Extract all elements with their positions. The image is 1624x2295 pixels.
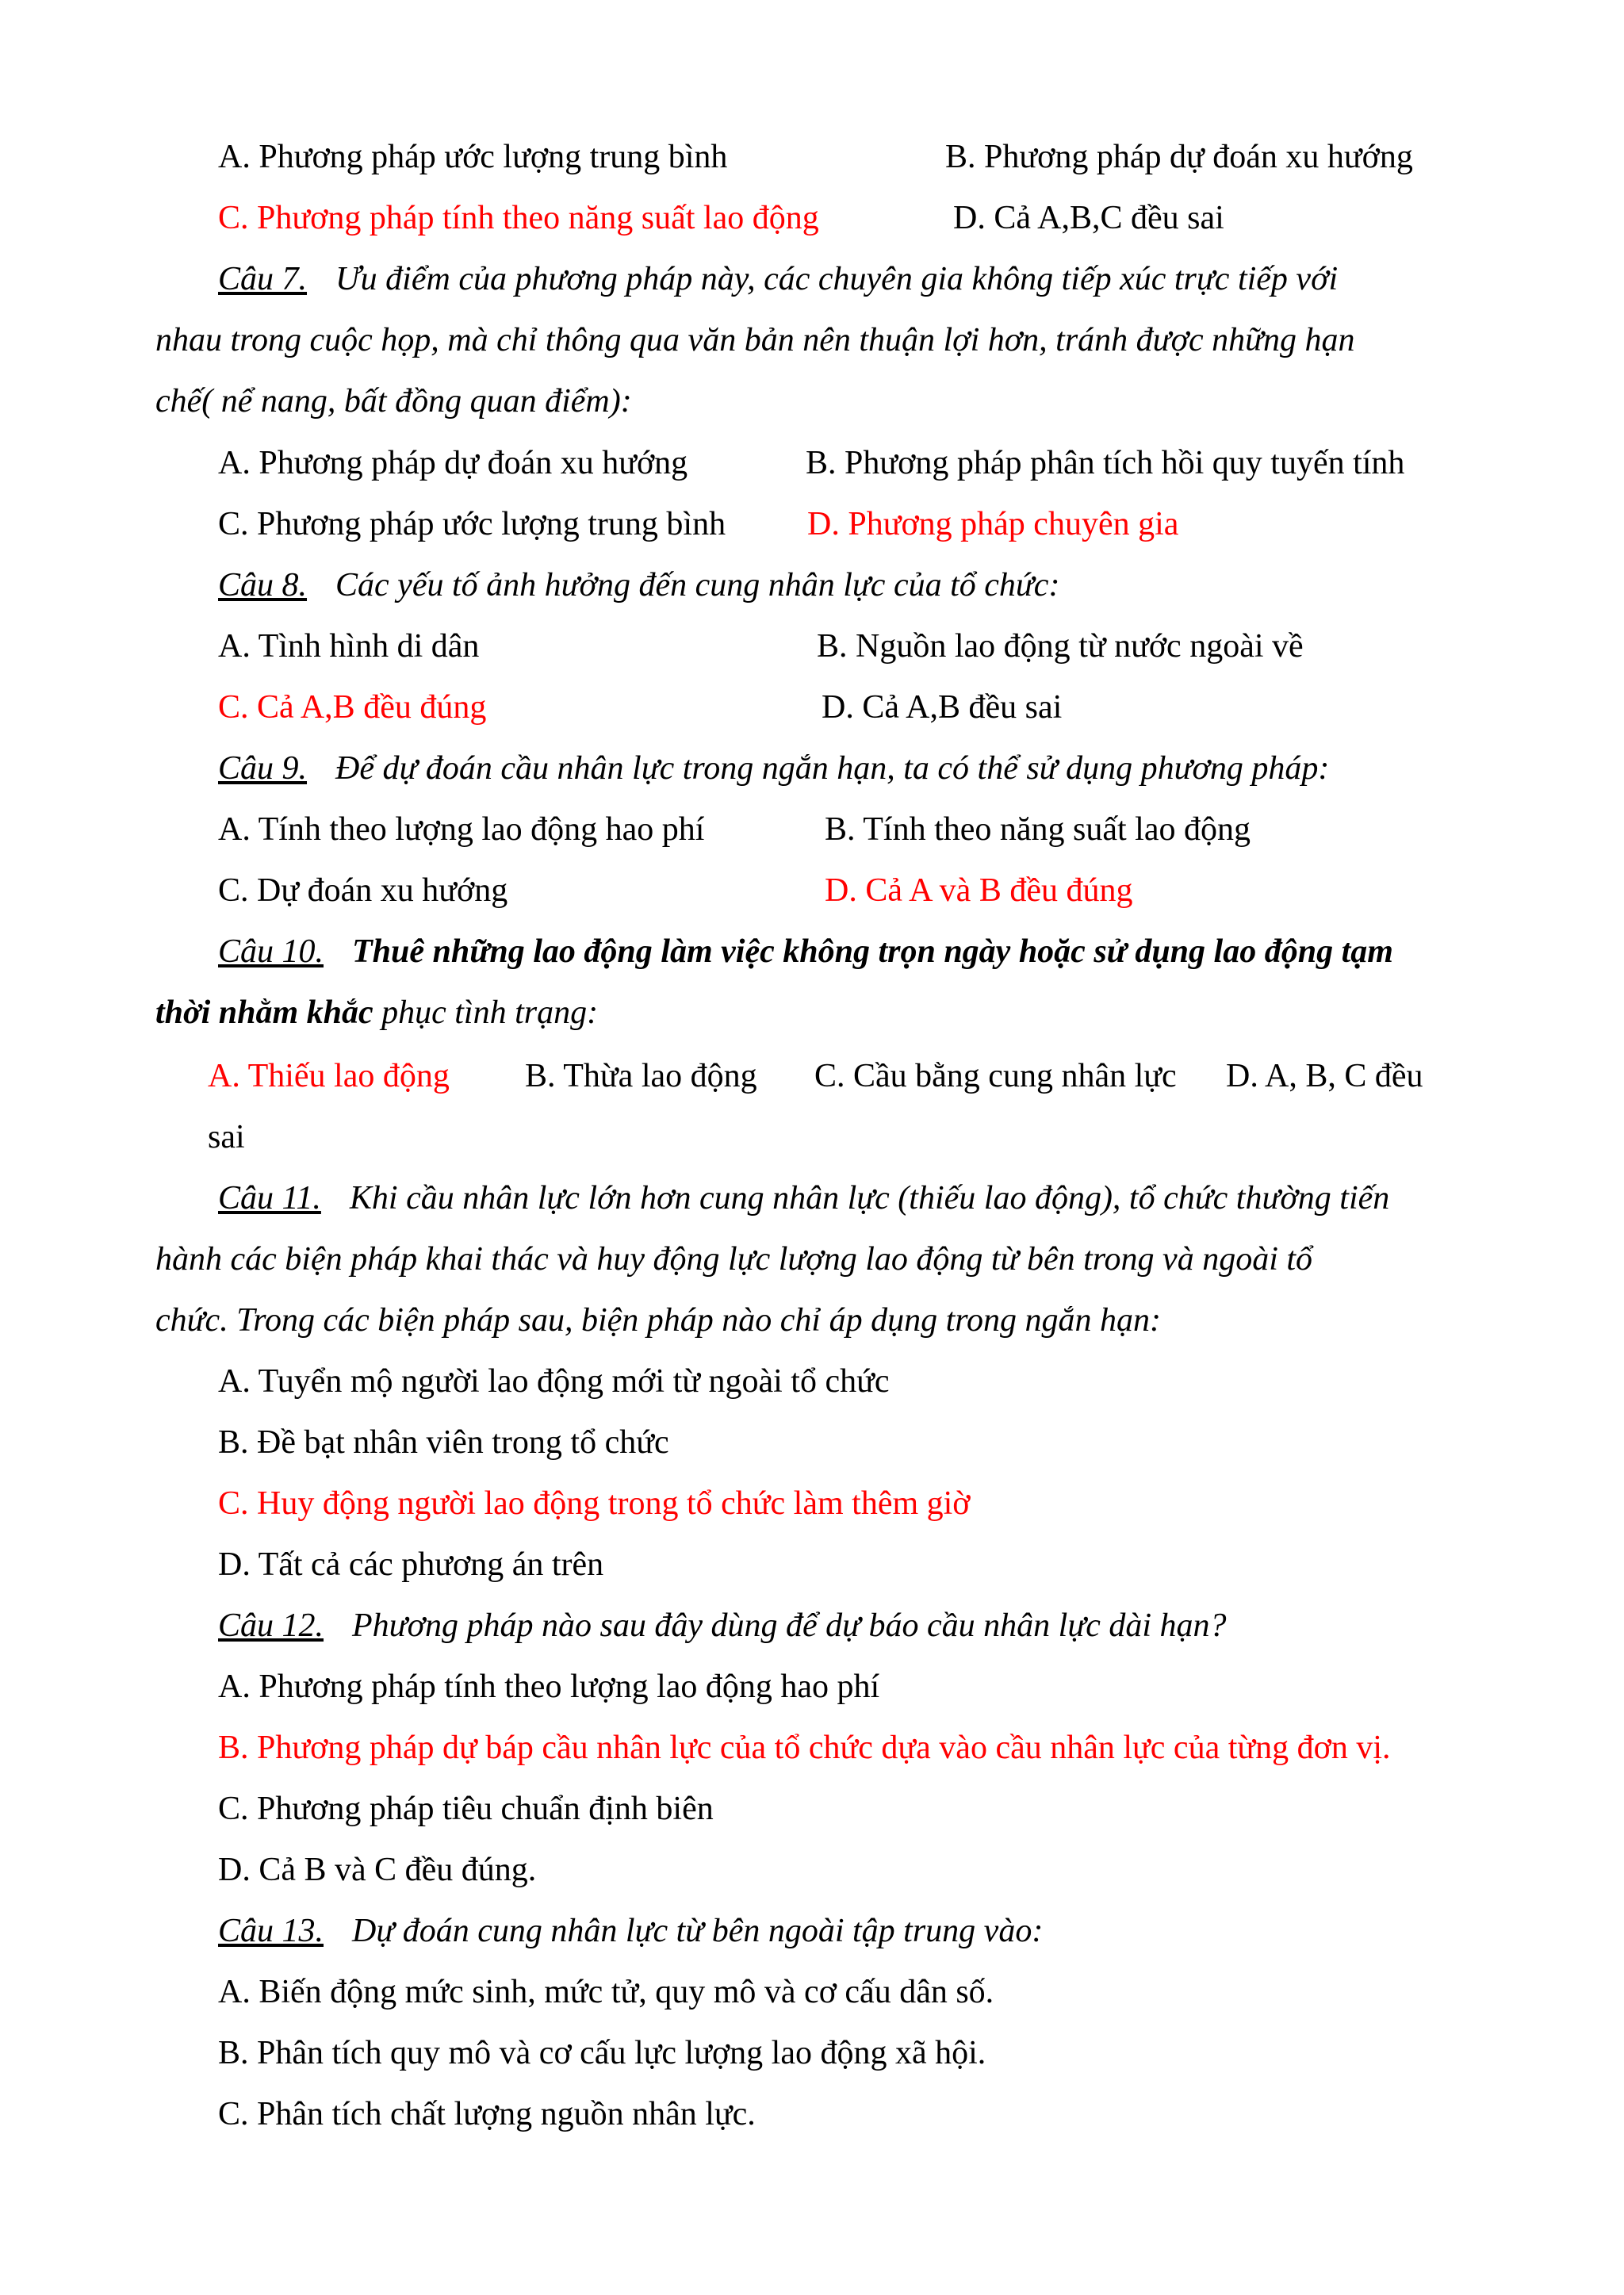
q10-option-c: C. Cầu bằng cung nhân lực — [814, 1058, 1177, 1094]
q8-text: Các yếu tố ảnh hưởng đến cung nhân lực của tổ chức: — [335, 567, 1060, 603]
q7-option-a: A. Phương pháp dự đoán xu hướng — [218, 445, 688, 481]
q13-number: Câu 13. — [218, 1913, 324, 1949]
q6-option-d: D. Cả A,B,C đều sai — [953, 200, 1224, 236]
q10-number: Câu 10. — [218, 933, 324, 970]
q10-stem-line2 — [155, 992, 598, 1033]
q7-number: Câu 7. — [218, 261, 308, 297]
q9-option-b: B. Tính theo năng suất lao động — [825, 811, 1251, 848]
q13-text: Dự đoán cung nhân lực từ bên ngoài tập trung vào: — [352, 1913, 1044, 1949]
q12-number: Câu 12. — [218, 1607, 324, 1644]
q12-text: Phương pháp nào sau đây dùng để dự báo cầu nhân lực dài hạn? — [352, 1607, 1227, 1644]
q9-option-c: C. Dự đoán xu hướng — [218, 872, 508, 909]
q9-text: Để dự đoán cầu nhân lực trong ngắn hạn, ta có thể sử dụng phương pháp: — [335, 750, 1330, 787]
q8-option-d: D. Cả A,B đều sai — [822, 689, 1063, 726]
q9-number: Câu 9. — [218, 750, 308, 787]
q10-option-d-continued: sai — [208, 1119, 245, 1155]
q13-option-a: A. Biến động mức sinh, mức tử, quy mô và cơ cấu dân số. — [218, 1974, 994, 2010]
q6-option-a: A. Phương pháp ước lượng trung bình — [218, 139, 728, 175]
q9-option-a: A. Tính theo lượng lao động hao phí — [218, 811, 705, 848]
q7-option-b: B. Phương pháp phân tích hồi quy tuyến tính — [806, 445, 1405, 481]
q7-stem-line2: nhau trong cuộc họp, mà chỉ thông qua văn bản nên thuận lợi hơn, tránh được những hạn — [155, 322, 1355, 358]
q11-option-d: D. Tất cả các phương án trên — [218, 1546, 604, 1583]
q12-option-d: D. Cả B và C đều đúng. — [218, 1852, 537, 1888]
q7-option-d-answer: D. Phương pháp chuyên gia — [807, 506, 1179, 542]
q11-stem-line1 — [218, 1178, 1389, 1219]
q10-option-b: B. Thừa lao động — [525, 1058, 757, 1094]
q8-option-b: B. Nguồn lao động từ nước ngoài về — [817, 628, 1304, 665]
q10-bold-text-line2: thời nhằm khắc — [155, 994, 373, 1031]
q10-option-a-answer: A. Thiếu lao động — [208, 1058, 450, 1094]
q12-stem — [218, 1605, 1227, 1646]
q7-text-line1: Ưu điểm của phương pháp này, các chuyên gia không tiếp xúc trực tiếp với — [335, 261, 1339, 297]
q10-bold-text-line1: Thuê những lao động làm việc không trọn ngày hoặc sử dụng lao động tạm — [352, 933, 1393, 970]
q13-option-c: C. Phân tích chất lượng nguồn nhân lực. — [218, 2096, 756, 2132]
q8-option-c-answer: C. Cả A,B đều đúng — [218, 689, 487, 726]
q7-option-c: C. Phương pháp ước lượng trung bình — [218, 506, 726, 542]
q11-option-b: B. Đề bạt nhân viên trong tổ chức — [218, 1424, 669, 1461]
q10-stem-line1 — [218, 931, 1393, 972]
q8-option-a: A. Tình hình di dân — [218, 628, 480, 665]
q8-number: Câu 8. — [218, 567, 308, 603]
q12-option-a: A. Phương pháp tính theo lượng lao động hao phí — [218, 1669, 880, 1705]
q10-text-line2: phục tình trạng: — [373, 994, 599, 1031]
q12-option-c: C. Phương pháp tiêu chuẩn định biên — [218, 1791, 714, 1827]
q12-option-b-answer: B. Phương pháp dự báp cầu nhân lực của tổ chức dựa vào cầu nhân lực của từng đơn vị. — [218, 1730, 1391, 1766]
q10-option-d: D. A, B, C đều — [1226, 1058, 1423, 1094]
q11-option-c-answer: C. Huy động người lao động trong tổ chức làm thêm giờ — [218, 1485, 971, 1522]
q11-stem-line3: chức. Trong các biện pháp sau, biện pháp nào chỉ áp dụng trong ngắn hạn: — [155, 1302, 1162, 1339]
q6-option-c-answer: C. Phương pháp tính theo năng suất lao động — [218, 200, 819, 236]
q13-stem — [218, 1910, 1043, 1952]
q11-number: Câu 11. — [218, 1180, 321, 1216]
q7-stem-line3: chế( nể nang, bất đồng quan điểm): — [155, 383, 632, 420]
q11-text-line1: Khi cầu nhân lực lớn hơn cung nhân lực (thiếu lao động), tổ chức thường tiến — [349, 1180, 1390, 1216]
q7-stem-line1 — [218, 259, 1338, 300]
q11-option-a: A. Tuyển mộ người lao động mới từ ngoài tổ chức — [218, 1363, 890, 1400]
q9-option-d-answer: D. Cả A và B đều đúng — [825, 872, 1133, 909]
q9-stem — [218, 748, 1329, 789]
q11-stem-line2: hành các biện pháp khai thác và huy động lực lượng lao động từ bên trong và ngoài tổ — [155, 1241, 1313, 1278]
q8-stem — [218, 565, 1059, 606]
q6-option-b: B. Phương pháp dự đoán xu hướng — [945, 139, 1413, 175]
q13-option-b: B. Phân tích quy mô và cơ cấu lực lượng lao động xã hội. — [218, 2035, 986, 2071]
